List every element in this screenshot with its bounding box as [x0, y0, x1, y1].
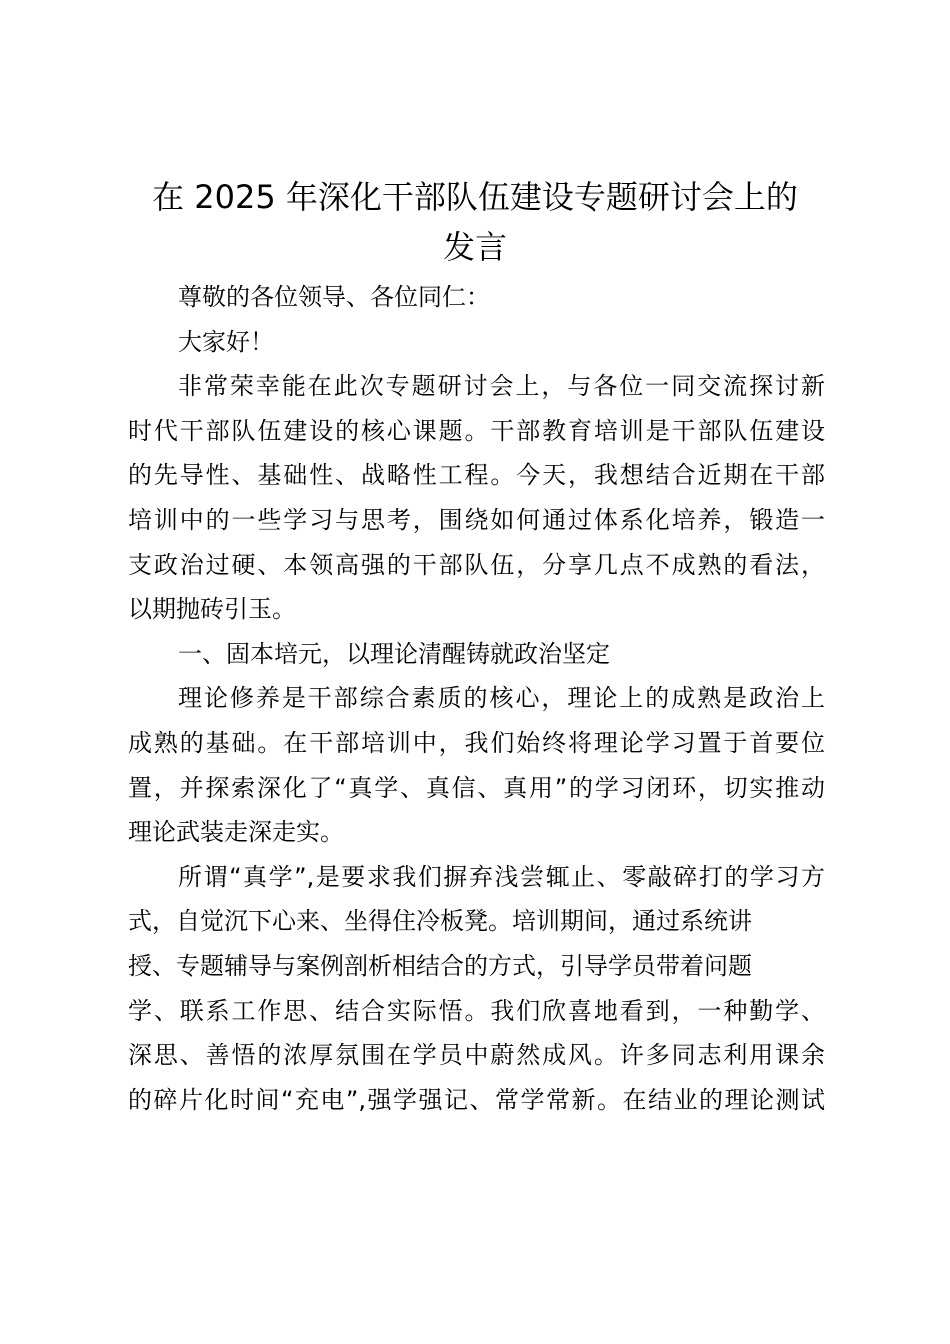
text-line: 置，并探索深化了“真学、真信、真用”的学习闭环，切实推动 [128, 773, 825, 802]
title-line: 发言 [442, 228, 507, 266]
document-body [128, 275, 825, 1122]
text-line: 以期抛砖引玉。 [128, 595, 296, 624]
text-line: 学、联系工作思、结合实际悟。我们欣喜地看到，一种勤学、 [128, 996, 825, 1025]
text-line: 的碎片化时间“充电”,强学强记、常学常新。在结业的理论测试 [128, 1085, 825, 1114]
text-line: 式，自觉沉下心来、坐得住冷板凳。培训期间，通过系统讲 [128, 907, 752, 936]
document-title [0, 172, 950, 272]
intro-paragraph [128, 364, 825, 632]
text-line: 成熟的基础。在干部培训中，我们始终将理论学习置于首要位 [128, 728, 825, 757]
text-line: 所谓“真学”,是要求我们摒弃浅尝辄止、零敲碎打的学习方 [178, 862, 825, 891]
salutation: 尊敬的各位领导、各位同仁： [178, 283, 490, 311]
section-heading: 一、固本培元，以理论清醒铸就政治坚定 [178, 639, 610, 668]
text-line: 理论修养是干部综合素质的核心，理论上的成熟是政治上 [178, 684, 825, 713]
text-line: 非常荣幸能在此次专题研讨会上，与各位一同交流探讨新 [178, 372, 825, 401]
text-line: 时代干部队伍建设的核心课题。干部教育培训是干部队伍建设 [128, 416, 825, 445]
title-line: 在 2025 年深化干部队伍建设专题研讨会上的 [152, 178, 798, 216]
text-line: 培训中的一些学习与思考，围绕如何通过体系化培养，锻造一 [128, 505, 825, 534]
text-line: 支政治过硬、本领高强的干部队伍，分享几点不成熟的看法， [128, 550, 825, 579]
text-line: 深思、善悟的浓厚氛围在学员中蔚然成风。许多同志利用课余 [128, 1041, 825, 1070]
section1-paragraph-1 [128, 676, 825, 854]
text-line: 的先导性、基础性、战略性工程。今天，我想结合近期在干部 [128, 461, 825, 490]
greeting: 大家好！ [178, 327, 274, 356]
text-line: 授、专题辅导与案例剖析相结合的方式，引导学员带着问题 [128, 951, 752, 980]
section1-paragraph-2 [128, 855, 825, 1123]
text-line: 理论武装走深走实。 [128, 818, 344, 847]
